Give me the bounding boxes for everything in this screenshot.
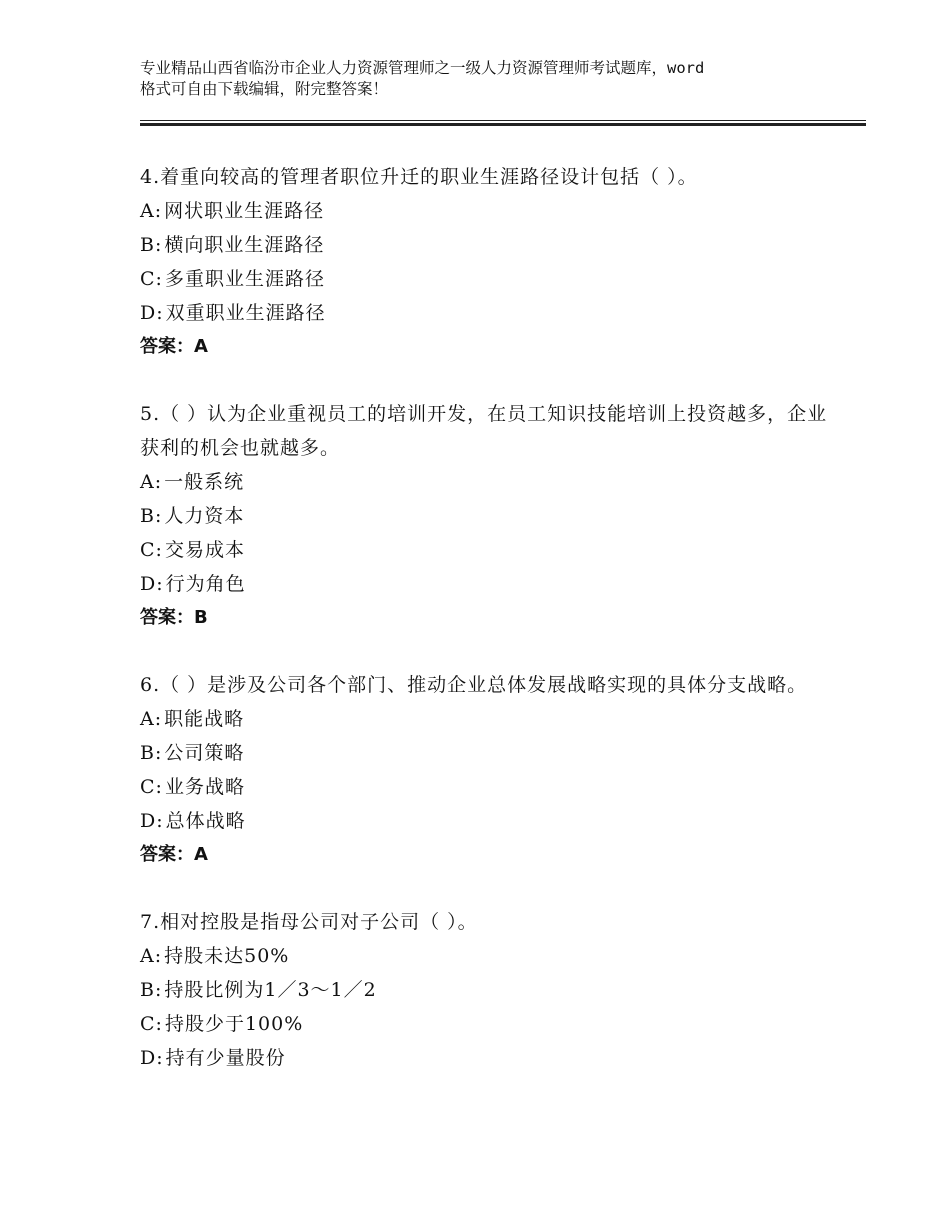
option-label: A: bbox=[140, 708, 163, 730]
option-a bbox=[140, 194, 840, 228]
option-label: D: bbox=[140, 1047, 164, 1069]
option-c bbox=[140, 770, 840, 804]
option-label: A: bbox=[140, 200, 163, 222]
option-label: D: bbox=[140, 573, 164, 595]
answer-line: 答案：B bbox=[140, 607, 208, 628]
option-text: 行为角色 bbox=[165, 573, 246, 595]
header-divider-thick bbox=[140, 123, 866, 126]
option-text: 横向职业生涯路径 bbox=[164, 234, 325, 256]
option-a bbox=[140, 465, 840, 499]
option-text: 交易成本 bbox=[164, 539, 245, 561]
option-text: 持股少于100% bbox=[164, 1013, 304, 1035]
option-d bbox=[140, 1041, 840, 1075]
option-label: D: bbox=[140, 302, 164, 324]
option-text: 业务战略 bbox=[164, 776, 245, 798]
question-text: 5.（ ）认为企业重视员工的培训开发，在员工知识技能培训上投资越多，企业获利的机会也就越多。 bbox=[140, 403, 828, 459]
option-label: B: bbox=[140, 505, 163, 527]
option-c bbox=[140, 533, 840, 567]
option-b bbox=[140, 499, 840, 533]
option-d bbox=[140, 296, 840, 330]
option-text: 一般系统 bbox=[164, 471, 245, 493]
question-item bbox=[140, 397, 840, 635]
question-item bbox=[140, 905, 840, 1075]
option-label: B: bbox=[140, 234, 163, 256]
header-line-1: 专业精品山西省临汾市企业人力资源管理师之一级人力资源管理师考试题库，word bbox=[140, 59, 705, 77]
question-text: 7.相对控股是指母公司对子公司（ ）。 bbox=[140, 911, 478, 933]
question-item bbox=[140, 668, 840, 872]
option-text: 人力资本 bbox=[164, 505, 245, 527]
option-a bbox=[140, 939, 840, 973]
option-label: C: bbox=[140, 268, 163, 290]
header-divider-thin bbox=[140, 120, 866, 121]
option-label: B: bbox=[140, 979, 163, 1001]
option-label: C: bbox=[140, 776, 163, 798]
option-text: 总体战略 bbox=[165, 810, 246, 832]
header-line-2: 格式可自由下载编辑，附完整答案！ bbox=[140, 80, 389, 98]
option-label: C: bbox=[140, 1013, 163, 1035]
option-label: B: bbox=[140, 742, 163, 764]
option-text: 双重职业生涯路径 bbox=[165, 302, 326, 324]
document-header bbox=[140, 58, 830, 100]
answer-line: 答案：A bbox=[140, 844, 208, 865]
option-d bbox=[140, 567, 840, 601]
option-text: 网状职业生涯路径 bbox=[164, 200, 325, 222]
option-text: 公司策略 bbox=[164, 742, 245, 764]
question-list bbox=[140, 160, 840, 1108]
option-b bbox=[140, 973, 840, 1007]
option-a bbox=[140, 702, 840, 736]
option-d bbox=[140, 804, 840, 838]
option-text: 持股比例为1／3～1／2 bbox=[164, 979, 377, 1001]
option-label: A: bbox=[140, 945, 163, 967]
option-label: C: bbox=[140, 539, 163, 561]
question-text: 4.着重向较高的管理者职位升迁的职业生涯路径设计包括（ ）。 bbox=[140, 166, 698, 188]
option-text: 持股未达50% bbox=[164, 945, 290, 967]
option-label: D: bbox=[140, 810, 164, 832]
option-text: 多重职业生涯路径 bbox=[164, 268, 325, 290]
option-label: A: bbox=[140, 471, 163, 493]
question-text: 6.（ ）是涉及公司各个部门、推动企业总体发展战略实现的具体分支战略。 bbox=[140, 674, 808, 696]
option-b bbox=[140, 228, 840, 262]
answer-line: 答案：A bbox=[140, 336, 208, 357]
option-text: 持有少量股份 bbox=[165, 1047, 286, 1069]
option-text: 职能战略 bbox=[164, 708, 245, 730]
option-b bbox=[140, 736, 840, 770]
option-c bbox=[140, 262, 840, 296]
question-item bbox=[140, 160, 840, 364]
option-c bbox=[140, 1007, 840, 1041]
